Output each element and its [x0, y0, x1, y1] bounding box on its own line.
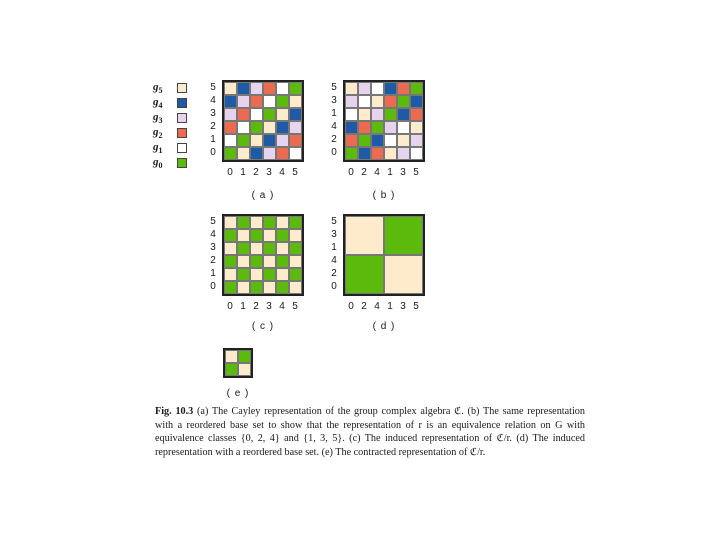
grid-cell: [289, 242, 302, 255]
grid-cell: [250, 121, 263, 134]
grid-cell: [224, 108, 237, 121]
grid-cell: [224, 216, 237, 229]
grid-block: [384, 216, 423, 255]
col-tick-label: 5: [292, 167, 298, 178]
col-tick-label: 1: [240, 301, 246, 312]
col-tick-label: 3: [266, 301, 272, 312]
legend-label-g5: [153, 82, 163, 96]
grid-cell: [237, 281, 250, 294]
grid-cell: [371, 82, 384, 95]
row-tick-label: 0: [331, 147, 337, 158]
row-tick-label: 4: [210, 229, 216, 240]
row-tick-label: 1: [331, 242, 337, 253]
col-tick-label: 2: [253, 301, 259, 312]
col-tick-label: 2: [361, 167, 367, 178]
grid-cell: [410, 134, 423, 147]
grid-cell: [289, 281, 302, 294]
grid-cell: [345, 95, 358, 108]
grid-cell: [397, 82, 410, 95]
grid-cell: [238, 363, 251, 376]
legend-swatch-g2: [177, 128, 187, 138]
row-tick-label: 5: [331, 82, 337, 93]
grid-cell: [289, 121, 302, 134]
row-tick-label: 3: [210, 242, 216, 253]
grid-cell: [237, 82, 250, 95]
grid-cell: [263, 121, 276, 134]
grid-cell: [250, 268, 263, 281]
grid-cell: [250, 134, 263, 147]
grid-cell: [224, 147, 237, 160]
grid-cell: [345, 82, 358, 95]
grid-cell: [237, 229, 250, 242]
grid-cell: [276, 121, 289, 134]
legend-symbol: g: [153, 141, 159, 153]
grid-cell: [345, 134, 358, 147]
legend-symbol: g: [153, 111, 159, 123]
grid-cell: [371, 121, 384, 134]
panel-b-grid: [343, 80, 425, 162]
legend-label-g3: [153, 112, 163, 126]
row-tick-label: 0: [210, 281, 216, 292]
grid-cell: [250, 229, 263, 242]
grid-cell: [250, 82, 263, 95]
grid-cell: [237, 147, 250, 160]
grid-cell: [384, 134, 397, 147]
row-tick-label: 5: [210, 216, 216, 227]
grid-cell: [263, 147, 276, 160]
row-tick-label: 2: [331, 268, 337, 279]
grid-cell: [397, 108, 410, 121]
grid-cell: [224, 268, 237, 281]
grid-block: [345, 255, 384, 294]
grid-cell: [358, 95, 371, 108]
grid-cell: [358, 147, 371, 160]
grid-cell: [237, 121, 250, 134]
grid-cell: [250, 242, 263, 255]
col-tick-label: 2: [361, 301, 367, 312]
grid-cell: [276, 95, 289, 108]
legend-symbol: g: [153, 156, 159, 168]
grid-cell: [276, 281, 289, 294]
legend-label-g4: [153, 97, 163, 111]
grid-cell: [224, 242, 237, 255]
grid-cell: [224, 82, 237, 95]
grid-cell: [289, 147, 302, 160]
grid-cell: [345, 121, 358, 134]
legend-subscript: 0: [158, 161, 163, 171]
grid-cell: [384, 147, 397, 160]
row-tick-label: 2: [210, 255, 216, 266]
grid-cell: [225, 350, 238, 363]
grid-cell: [371, 95, 384, 108]
grid-cell: [289, 216, 302, 229]
grid-cell: [384, 82, 397, 95]
grid-cell: [237, 108, 250, 121]
grid-cell: [224, 95, 237, 108]
col-tick-label: 1: [387, 167, 393, 178]
col-tick-label: 4: [374, 301, 380, 312]
row-tick-label: 5: [331, 216, 337, 227]
grid-cell: [410, 95, 423, 108]
legend-symbol: g: [153, 81, 159, 93]
grid-cell: [410, 147, 423, 160]
col-tick-label: 1: [240, 167, 246, 178]
col-tick-label: 1: [387, 301, 393, 312]
grid-cell: [250, 255, 263, 268]
grid-cell: [224, 121, 237, 134]
row-tick-label: 3: [210, 108, 216, 119]
grid-cell: [237, 255, 250, 268]
grid-cell: [384, 95, 397, 108]
grid-cell: [276, 108, 289, 121]
legend-label-g1: [153, 142, 163, 156]
grid-cell: [237, 268, 250, 281]
col-tick-label: 3: [400, 167, 406, 178]
grid-cell: [289, 82, 302, 95]
grid-cell: [250, 108, 263, 121]
legend-swatch-g5: [177, 83, 187, 93]
legend-label-g2: [153, 127, 163, 141]
panel-d-grid: [343, 214, 425, 296]
grid-cell: [358, 82, 371, 95]
panel-d-label: ( d ): [372, 321, 396, 332]
grid-cell: [410, 82, 423, 95]
col-tick-label: 0: [348, 167, 354, 178]
row-tick-label: 3: [331, 229, 337, 240]
grid-cell: [276, 147, 289, 160]
grid-cell: [263, 242, 276, 255]
col-tick-label: 0: [227, 167, 233, 178]
grid-cell: [358, 134, 371, 147]
grid-cell: [397, 121, 410, 134]
legend-subscript: 2: [158, 131, 163, 141]
grid-cell: [289, 229, 302, 242]
col-tick-label: 3: [266, 167, 272, 178]
grid-cell: [224, 255, 237, 268]
row-tick-label: 0: [331, 281, 337, 292]
legend-subscript: 4: [158, 101, 163, 111]
panel-c-label: ( c ): [251, 321, 275, 332]
row-tick-label: 4: [210, 95, 216, 106]
col-tick-label: 5: [413, 167, 419, 178]
row-tick-label: 5: [210, 82, 216, 93]
grid-block: [345, 216, 384, 255]
grid-cell: [238, 350, 251, 363]
col-tick-label: 0: [227, 301, 233, 312]
grid-cell: [276, 134, 289, 147]
caption-text: (a) The Cayley representation of the group complex algebra ℭ. (b) The same representation with a reordered base set to show that the representation of r is an equivalence relation on G with equivalence classes {0, 2, 4} and {1, 3, 5}. (c) The induced representation of ℭ/r. (d) The induced representation with a reordered base set. (e) The contracted representation of ℭ/r.: [155, 406, 585, 458]
grid-cell: [237, 134, 250, 147]
grid-cell: [263, 82, 276, 95]
grid-cell: [250, 281, 263, 294]
col-tick-label: 2: [253, 167, 259, 178]
panel-e-grid: [223, 348, 253, 378]
grid-cell: [263, 229, 276, 242]
legend-subscript: 3: [158, 116, 163, 126]
grid-cell: [276, 229, 289, 242]
grid-cell: [397, 134, 410, 147]
grid-cell: [250, 147, 263, 160]
grid-cell: [371, 108, 384, 121]
grid-cell: [289, 108, 302, 121]
grid-cell: [276, 216, 289, 229]
legend-subscript: 1: [158, 146, 163, 156]
row-tick-label: 1: [210, 134, 216, 145]
col-tick-label: 4: [279, 167, 285, 178]
row-tick-label: 4: [331, 255, 337, 266]
grid-cell: [276, 82, 289, 95]
panel-b-label: ( b ): [372, 190, 396, 201]
grid-cell: [410, 121, 423, 134]
col-tick-label: 5: [292, 301, 298, 312]
legend-swatch-g0: [177, 158, 187, 168]
row-tick-label: 1: [210, 268, 216, 279]
grid-cell: [276, 242, 289, 255]
row-tick-label: 1: [331, 108, 337, 119]
grid-cell: [397, 95, 410, 108]
legend-swatch-g1: [177, 143, 187, 153]
grid-cell: [224, 134, 237, 147]
row-tick-label: 3: [331, 95, 337, 106]
grid-cell: [345, 147, 358, 160]
caption-lead: Fig. 10.3: [155, 406, 194, 417]
legend-label-g0: [153, 157, 163, 171]
grid-cell: [237, 242, 250, 255]
grid-cell: [384, 108, 397, 121]
grid-cell: [358, 121, 371, 134]
row-tick-label: 4: [331, 121, 337, 132]
grid-cell: [276, 255, 289, 268]
grid-cell: [384, 121, 397, 134]
legend-symbol: g: [153, 96, 159, 108]
col-tick-label: 3: [400, 301, 406, 312]
panel-a-grid: [222, 80, 304, 162]
grid-cell: [371, 134, 384, 147]
panel-c-grid: [222, 214, 304, 296]
grid-cell: [263, 255, 276, 268]
panel-e-label: ( e ): [226, 388, 250, 399]
grid-cell: [263, 281, 276, 294]
grid-cell: [263, 95, 276, 108]
grid-cell: [397, 147, 410, 160]
grid-block: [384, 255, 423, 294]
grid-cell: [263, 216, 276, 229]
grid-cell: [250, 95, 263, 108]
grid-cell: [250, 216, 263, 229]
legend-symbol: g: [153, 126, 159, 138]
grid-cell: [224, 281, 237, 294]
col-tick-label: 0: [348, 301, 354, 312]
figure-caption: [155, 405, 585, 459]
col-tick-label: 4: [374, 167, 380, 178]
grid-cell: [237, 95, 250, 108]
grid-cell: [263, 268, 276, 281]
grid-cell: [289, 255, 302, 268]
grid-cell: [345, 108, 358, 121]
panel-a-label: ( a ): [251, 190, 275, 201]
legend-swatch-g4: [177, 98, 187, 108]
grid-cell: [289, 134, 302, 147]
grid-cell: [371, 147, 384, 160]
legend-swatch-g3: [177, 113, 187, 123]
grid-cell: [237, 216, 250, 229]
grid-cell: [224, 229, 237, 242]
grid-cell: [358, 108, 371, 121]
grid-cell: [263, 108, 276, 121]
row-tick-label: 0: [210, 147, 216, 158]
grid-cell: [276, 268, 289, 281]
col-tick-label: 5: [413, 301, 419, 312]
grid-cell: [410, 108, 423, 121]
grid-cell: [289, 268, 302, 281]
col-tick-label: 4: [279, 301, 285, 312]
grid-cell: [289, 95, 302, 108]
grid-cell: [225, 363, 238, 376]
row-tick-label: 2: [331, 134, 337, 145]
legend-subscript: 5: [158, 86, 163, 96]
grid-cell: [263, 134, 276, 147]
row-tick-label: 2: [210, 121, 216, 132]
